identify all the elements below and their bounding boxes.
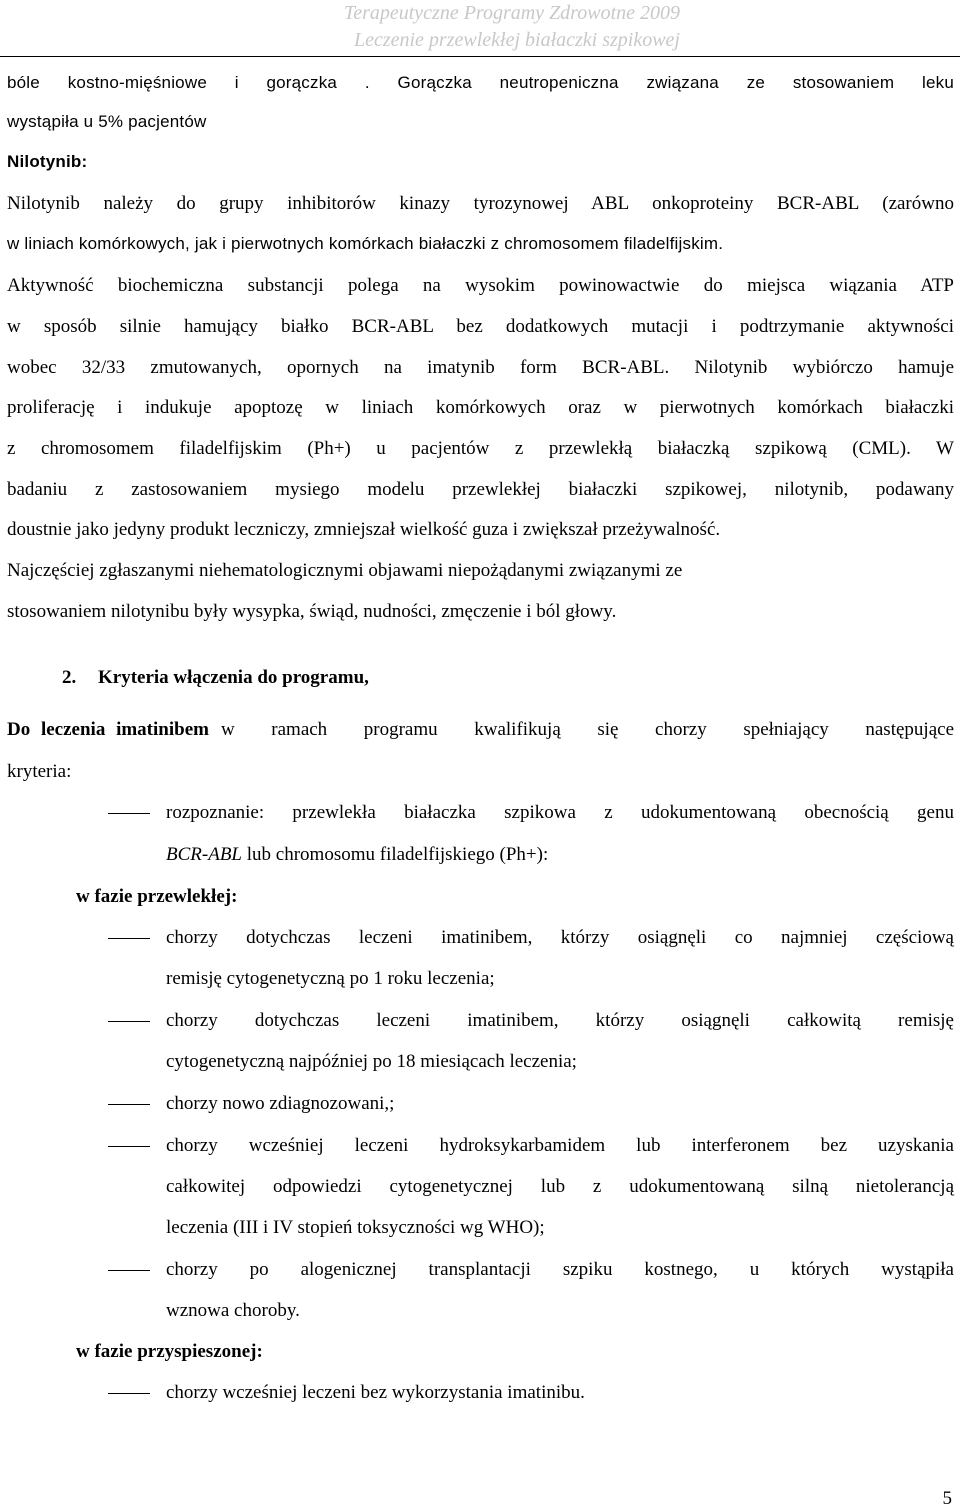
list-item-line: chorzy wcześniej leczeni bez wykorzystania imatinibu. [166, 1382, 585, 1403]
list-item-line: cytogenetyczną najpóźniej po 18 miesiącach leczenia; [166, 1051, 577, 1072]
list-item-line: chorzy dotychczas leczeni imatinibem, którzy osiągnęli całkowitą remisję [166, 1010, 954, 1031]
section-title: Kryteria włączenia do programu, [98, 667, 369, 688]
list-dash [108, 1146, 150, 1147]
list-dash [108, 1021, 150, 1022]
nilotynib-paragraph-line: z chromosomem filadelfijskim (Ph+) u pacjentów z przewlekłą białaczką szpikową (CML). W [7, 438, 954, 459]
page-number: 5 [942, 1488, 952, 1509]
criteria-intro-bold: Do leczenia imatinibem [7, 719, 209, 740]
list-item-line: chorzy po alogenicznej transplantacji szpiku kostnego, u których wystąpiła [166, 1259, 954, 1280]
list-item-line: chorzy nowo zdiagnozowani,; [166, 1093, 395, 1114]
phase-accelerated-heading: w fazie przyspieszonej: [76, 1341, 263, 1362]
criteria-intro-line-2: kryteria: [7, 761, 72, 782]
list-item-line: chorzy dotychczas leczeni imatinibem, którzy osiągnęli co najmniej częściową [166, 927, 954, 948]
list-item-line: całkowitej odpowiedzi cytogenetycznej lub z udokumentowaną silną nietolerancją [166, 1176, 954, 1197]
list-dash [108, 1393, 150, 1394]
nilotynib-heading: Nilotynib: [7, 152, 88, 171]
running-header-title: Terapeutyczne Programy Zdrowotne 2009 [343, 2, 680, 24]
running-header-subtitle: Leczenie przewlekłej białaczki szpikowej [353, 29, 680, 51]
header-rule [0, 56, 960, 57]
diagnosis-line-2-rest: lub chromosomu filadelfijskiego (Ph+): [242, 844, 549, 865]
list-item-line: chorzy wcześniej leczeni hydroksykarbamidem lub interferonem bez uzyskania [166, 1135, 954, 1156]
list-dash [108, 1270, 150, 1271]
nilotynib-paragraph-line: doustnie jako jedyny produkt leczniczy, zmniejszał wielkość guza i zwiększał przeżywalność. [7, 519, 721, 540]
nilotynib-paragraph-line: wobec 32/33 zmutowanych, opornych na imatynib form BCR-ABL. Nilotynib wybiórczo hamuje [7, 357, 954, 378]
nilotynib-line-2: w liniach komórkowych, jak i pierwotnych komórkach białaczki z chromosomem filadelfijskim. [7, 234, 724, 253]
phase-chronic-heading: w fazie przewlekłej: [76, 886, 238, 907]
nilotynib-paragraph-line: proliferację i indukuje apoptozę w liniach komórkowych oraz w pierwotnych komórkach białaczki [7, 397, 954, 418]
list-item-line: remisję cytogenetyczną po 1 roku leczenia; [166, 968, 495, 989]
section-number: 2. [62, 667, 77, 688]
nilotynib-paragraph-line: w sposób silnie hamujący białko BCR-ABL bez dodatkowych mutacji i podtrzymanie aktywności [7, 316, 954, 337]
nilotynib-paragraph-line: badaniu z zastosowaniem mysiego modelu przewlekłej białaczki szpikowej, nilotynib, podawany [7, 479, 954, 500]
criteria-intro-line [7, 718, 954, 742]
gene-name: BCR-ABL [166, 844, 242, 865]
list-dash [108, 813, 150, 814]
list-item-line: wznowa choroby. [166, 1300, 300, 1321]
list-dash [108, 1104, 150, 1105]
diagnosis-line-2 [166, 843, 954, 867]
intro-line-1: bóle kostno-mięśniowe i gorączka . Gorączka neutropeniczna związana ze stosowaniem leku [7, 73, 954, 92]
nilotynib-line-1: Nilotynib należy do grupy inhibitorów kinazy tyrozynowej ABL onkoproteiny BCR-ABL (zarówno [7, 193, 954, 214]
list-dash [108, 938, 150, 939]
intro-line-2: wystąpiła u 5% pacjentów [7, 112, 207, 131]
nilotynib-paragraph-line: Aktywność biochemiczna substancji polega na wysokim powinowactwie do miejsca wiązania ATP [7, 275, 954, 296]
diagnosis-line-1: rozpoznanie: przewlekła białaczka szpikowa z udokumentowaną obecnością genu [166, 802, 954, 823]
list-item-line: leczenia (III i IV stopień toksyczności wg WHO); [166, 1217, 545, 1238]
nilotynib-paragraph-line: Najczęściej zgłaszanymi niehematologicznymi objawami niepożądanymi związanymi ze [7, 560, 683, 581]
nilotynib-paragraph-line: stosowaniem nilotynibu były wysypka, świąd, nudności, zmęczenie i ból głowy. [7, 601, 617, 622]
criteria-intro-rest: w ramach programu kwalifikują się chorzy spełniający następujące [220, 719, 954, 740]
